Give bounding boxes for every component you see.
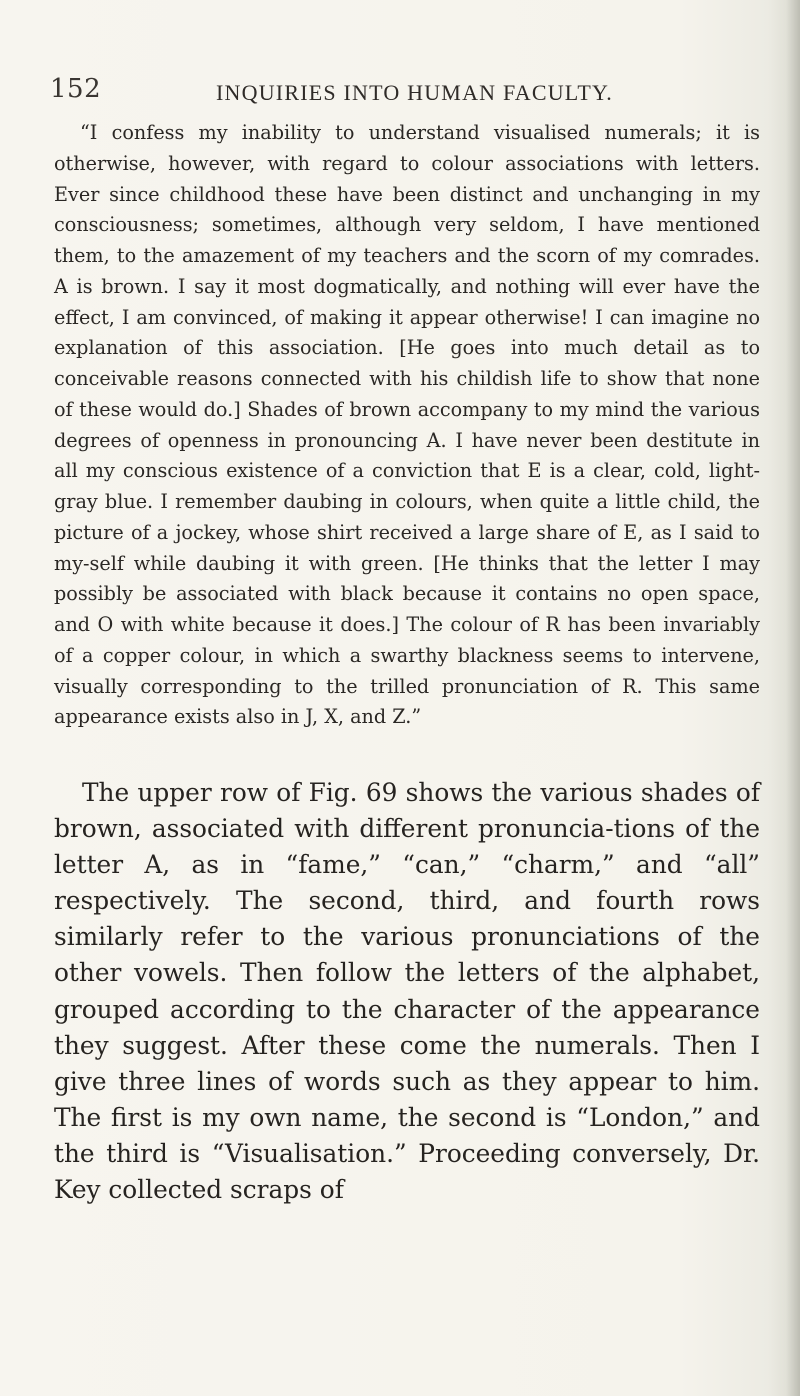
- page-edge-shadow: [786, 0, 800, 1396]
- page-number: 152: [50, 74, 102, 104]
- running-head: [50, 70, 770, 110]
- body-paragraph: The upper row of Fig. 69 shows the various shades of brown, associated with different pronuncia-tions of the letter A, as in “fame,” “can,” “charm,” and “all” respectively. The second, third, and fourth rows similarly refer to the various pronunciations of the other vowels. Then follow the letters of the alphabet, grouped according to the character of the appearance they suggest. After these come the numerals. Then I give three lines of words such as they appear to him. The first is my own name, the second is “London,” and the third is “Visualisation.” Proceeding conversely, Dr. Key collected scraps of: [54, 778, 760, 1205]
- quoted-paragraph: “I confess my inability to understand visualised numerals; it is otherwise, however, with regard to colour associations with letters. Ever since childhood these have been distinct and unchanging in my consciousness; sometimes, although very seldom, I have mentioned them, to the amazement of my teachers and the scorn of my comrades. A is brown. I say it most dogmatically, and nothing will ever have the effect, I am convinced, of making it appear otherwise! I can imagine no explanation of this association. [He goes into much detail as to conceivable reasons connected with his childish life to show that none of these would do.] Shades of brown accompany to my mind the various degrees of openness in pronouncing A. I have never been destitute in all my conscious existence of a conviction that E is a clear, cold, light-gray blue. I remember daubing in colours, when quite a little child, the picture of a jockey, whose shirt received a large share of E, as I said to my-self while daubing it with green. [He thinks that the letter I may possibly be associated with black because it contains no open space, and O with white because it does.] The colour of R has been invariably of a copper colour, in which a swarthy blackness seems to intervene, visually corresponding to the trilled pronunciation of R. This same appearance exists also in J, X, and Z.”: [54, 121, 760, 729]
- running-title: INQUIRIES INTO HUMAN FACULTY.: [216, 80, 614, 105]
